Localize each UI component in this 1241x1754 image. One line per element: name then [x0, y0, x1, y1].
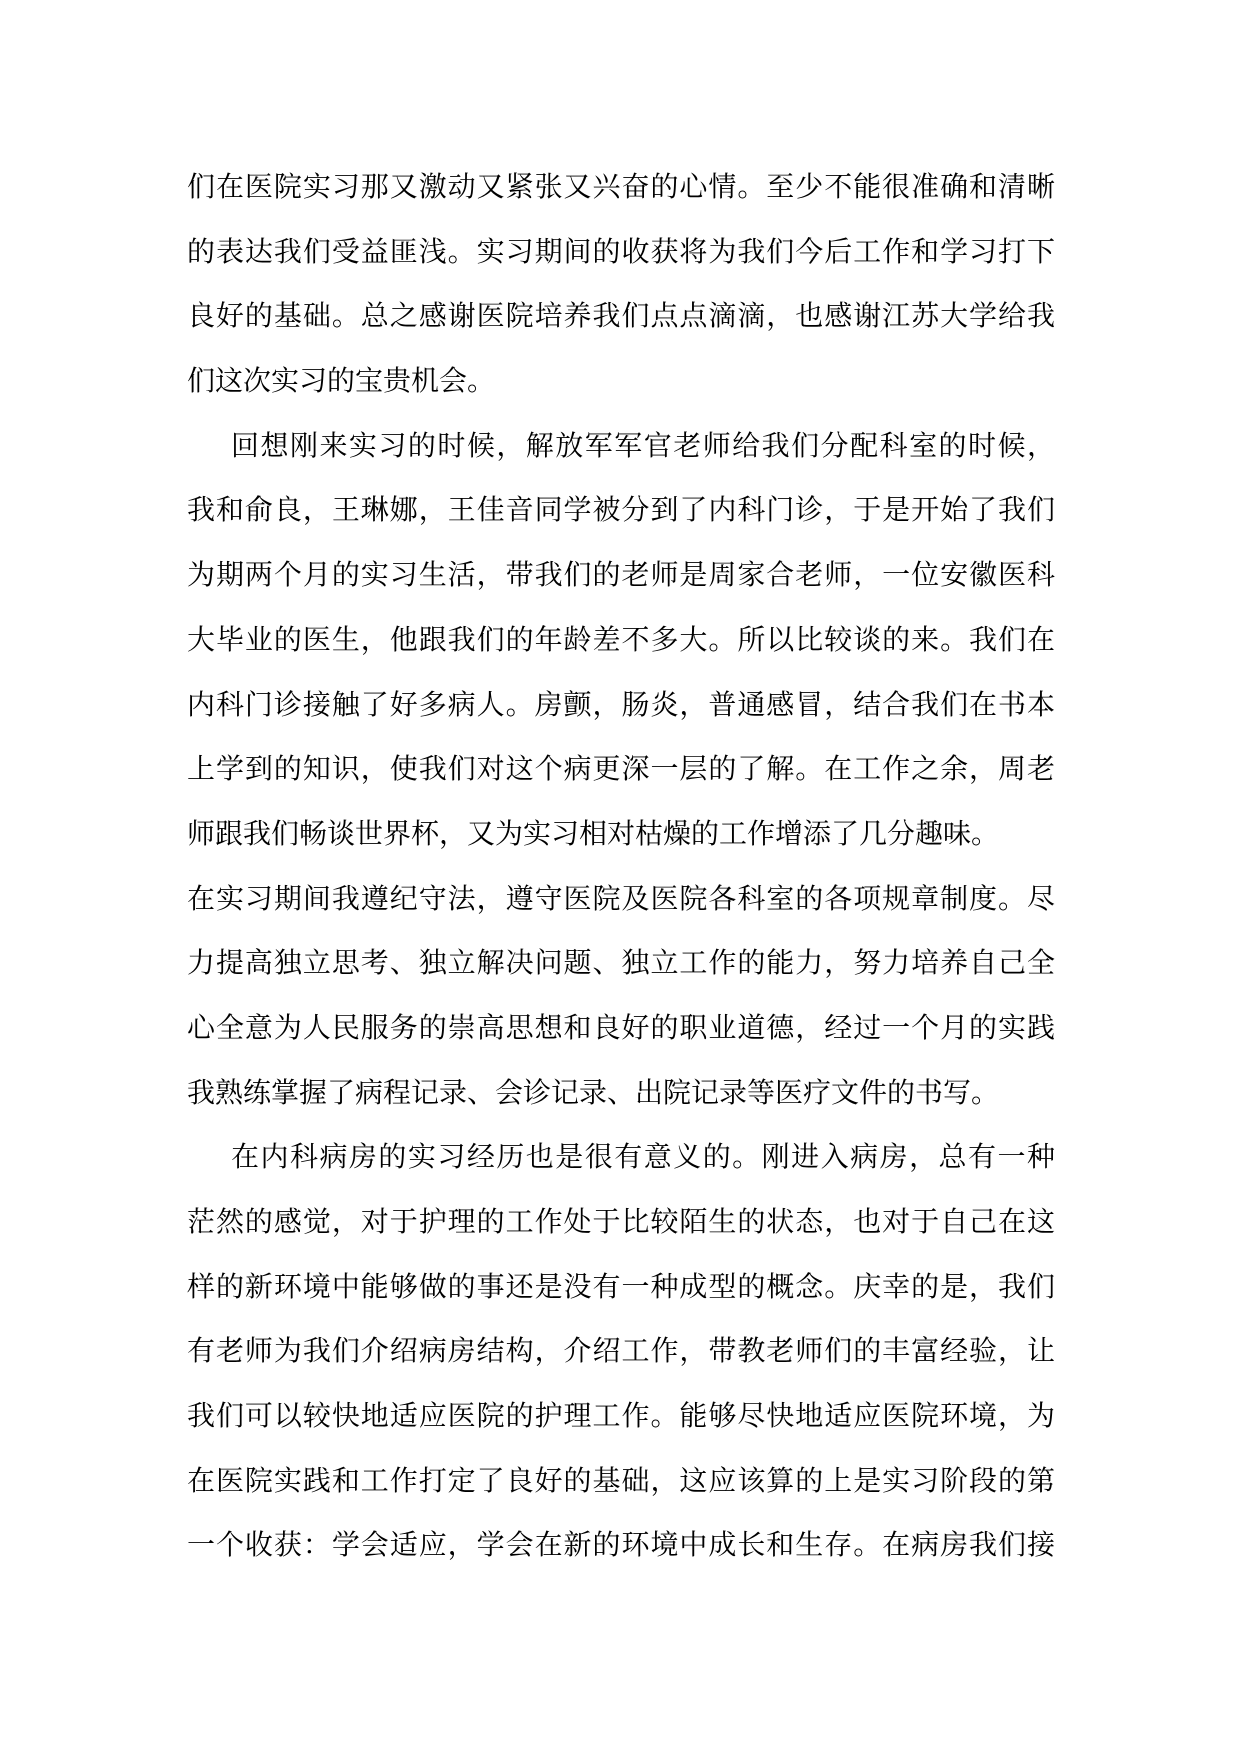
text-line: 大毕业的医生，他跟我们的年龄差不多大。所以比较谈的来。我们在	[187, 622, 1055, 656]
paragraph-first-line: 在内科病房的实习经历也是很有意义的。刚进入病房，总有一种	[231, 1140, 1055, 1174]
text-line: 力提高独立思考、独立解决问题、独立工作的能力，努力培养自己全	[187, 946, 1055, 980]
text-line: 样的新环境中能够做的事还是没有一种成型的概念。庆幸的是，我们	[187, 1269, 1055, 1303]
text-line: 有老师为我们介绍病房结构，介绍工作，带教老师们的丰富经验，让	[187, 1334, 1055, 1368]
text-line: 良好的基础。总之感谢医院培养我们点点滴滴，也感谢江苏大学给我	[187, 299, 1055, 333]
text-line: 内科门诊接触了好多病人。房颤，肠炎，普通感冒，结合我们在书本	[187, 687, 1055, 721]
text-line: 茫然的感觉，对于护理的工作处于比较陌生的状态，也对于自己在这	[187, 1205, 1055, 1238]
text-line: 师跟我们畅谈世界杯，又为实习相对枯燥的工作增添了几分趣味。	[187, 816, 1000, 850]
text-line: 为期两个月的实习生活，带我们的老师是周家合老师，一位安徽医科	[187, 558, 1055, 592]
text-line: 在医院实践和工作打定了良好的基础，这应该算的上是实习阶段的第	[187, 1463, 1055, 1497]
paragraph-first-line: 回想刚来实习的时候，解放军军官老师给我们分配科室的时候，	[231, 428, 1055, 462]
text-line: 我熟练掌握了病程记录、会诊记录、出院记录等医疗文件的书写。	[187, 1075, 1000, 1109]
text-line: 我和俞良，王琳娜，王佳音同学被分到了内科门诊，于是开始了我们	[187, 493, 1055, 527]
text-line: 我们可以较快地适应医院的护理工作。能够尽快地适应医院环境，为	[187, 1399, 1055, 1433]
text-line: 的表达我们受益匪浅。实习期间的收获将为我们今后工作和学习打下	[187, 234, 1055, 268]
text-line: 在实习期间我遵纪守法，遵守医院及医院各科室的各项规章制度。尽	[187, 881, 1055, 915]
text-line: 上学到的知识，使我们对这个病更深一层的了解。在工作之余，周老	[187, 752, 1055, 786]
text-line: 们在医院实习那又激动又紧张又兴奋的心情。至少不能很准确和清晰	[187, 170, 1055, 203]
text-line: 一个收获：学会适应，学会在新的环境中成长和生存。在病房我们接	[187, 1528, 1055, 1562]
text-line: 心全意为人民服务的崇高思想和良好的职业道德，经过一个月的实践	[187, 1010, 1055, 1044]
document-body	[187, 155, 1055, 1578]
text-line: 们这次实习的宝贵机会。	[187, 364, 496, 398]
